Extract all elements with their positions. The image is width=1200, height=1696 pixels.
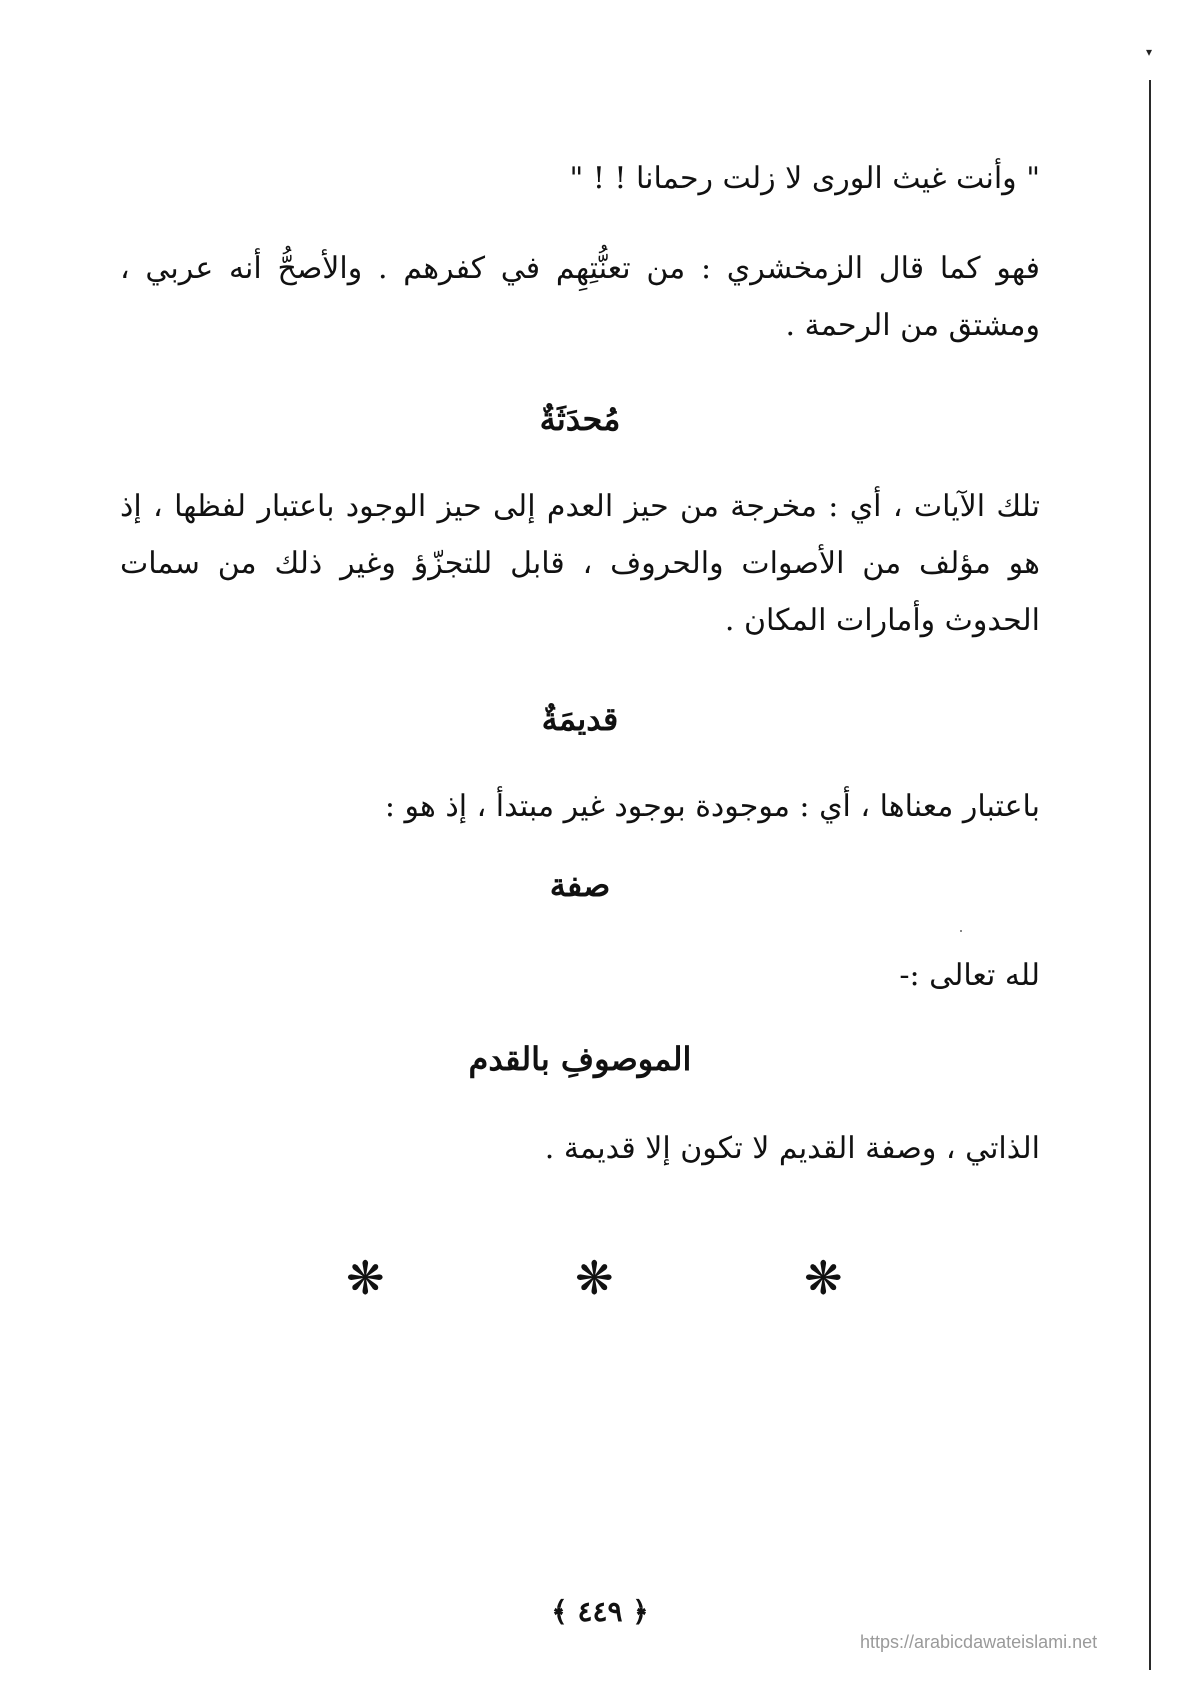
paragraph-zamakhshari: فهو كما قال الزمخشري : من تعنُّتِهِم في كفرهم . والأصحُّ أنه عربي ، ومشتق من الرحمة . xyxy=(120,251,1040,343)
heading-muhdatha: مُحدَثَةٌ xyxy=(539,400,621,438)
section-separator xyxy=(0,1251,1200,1315)
edge-mark: ▾ xyxy=(1146,45,1153,59)
verse-line: " وأنت غيث الورى لا زلت رحمانا ! ! " xyxy=(569,161,1040,196)
paragraph-maanaha: باعتبار معناها ، أي : موجودة بوجود غير مبتدأ ، إذ هو : xyxy=(384,789,1040,824)
page-edge-line xyxy=(1149,80,1151,1670)
page-number: ﴿ ٤٤٩ ﴾ xyxy=(551,1595,649,1628)
paragraph-ayat: تلك الآيات ، أي : مخرجة من حيز العدم إلى حيز الوجود باعتبار لفظها ، إذ هو مؤلف من الأصوات والحروف ، قابل للتجزّؤ وغير ذلك من سمات الحدوث وأمارات المكان . xyxy=(120,489,1040,638)
heading-mawsuf: الموصوفِ بالقدم xyxy=(468,1040,692,1078)
heading-sifa: صفة xyxy=(549,866,611,904)
heading-qadima: قديمَةٌ xyxy=(541,700,619,738)
scan-speck xyxy=(960,930,962,932)
separator-star-icon: ❋ xyxy=(804,1251,843,1305)
paragraph-dhati: الذاتي ، وصفة القديم لا تكون إلا قديمة . xyxy=(544,1131,1040,1166)
separator-star-icon: ❋ xyxy=(346,1251,385,1305)
paragraph-lillah: لله تعالى :- xyxy=(899,958,1040,993)
watermark-url: https://arabicdawateislami.net xyxy=(860,1632,1098,1652)
separator-star-icon: ❋ xyxy=(575,1251,614,1305)
